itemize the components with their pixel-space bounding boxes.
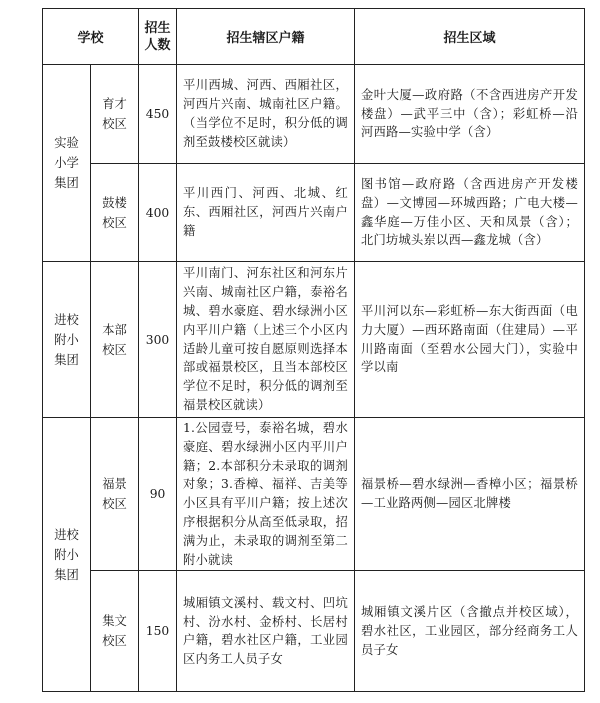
campus-cell: 育才校区 [91,65,139,164]
table-row [43,418,585,571]
area-cell: 金叶大厦—政府路（不含西进房产开发楼盘）—武平三中（含）；彩虹桥—沿河西路—实验中学（含） [355,65,585,164]
header-area: 招生区域 [355,9,585,65]
header-row [43,9,585,65]
campus-cell: 福景校区 [91,418,139,571]
header-count: 招生人数 [139,9,177,65]
header-school: 学校 [43,9,139,65]
household-cell: 城厢镇文溪村、载文村、凹坑村、汾水村、金桥村、长居村户籍，碧水社区户籍，工业园区内务工人员子女 [177,571,355,692]
household-cell: 平川西城、河西、西厢社区，河西片兴南、城南社区户籍。（当学位不足时，积分低的调剂至鼓楼校区就读） [177,65,355,164]
household-cell: 1.公园壹号，泰裕名城，碧水豪庭、碧水绿洲小区内平川户籍；2.本部积分未录取的调剂对象；3.香樟、福祥、吉美等小区具有平川户籍；按上述次序根据积分从高至低录取，招满为止，未录取的调剂至第二附小就读 [177,418,355,571]
area-cell: 图书馆—政府路（含西进房产开发楼盘）—文博园—环城西路；广电大楼—鑫华庭—万佳小区、天和凤景（含）；北门坊城头岽以西—鑫龙城（含） [355,164,585,262]
table-row [43,65,585,164]
household-cell: 平川南门、河东社区和河东片兴南、城南社区户籍，泰裕名城、碧水豪庭、碧水绿洲小区内平川户籍（上述三个小区内适龄儿童可按自愿原则选择本部或福景校区，且当本部校区学位不足时，积分低的调剂至福景校区就读） [177,262,355,418]
group-cell: 进校附小集团 [43,418,91,692]
count-cell: 90 [139,418,177,571]
campus-cell: 鼓楼校区 [91,164,139,262]
table-row [43,571,585,692]
count-cell: 450 [139,65,177,164]
count-cell: 300 [139,262,177,418]
area-cell: 城厢镇文溪片区（含撤点并校区域），碧水社区，工业园区，部分经商务工人员子女 [355,571,585,692]
household-cell: 平川西门、河西、北城、红东、西厢社区，河西片兴南户籍 [177,164,355,262]
header-household: 招生辖区户籍 [177,9,355,65]
area-cell: 平川河以东—彩虹桥—东大街西面（电力大厦）—西环路南面（住建局）—平川路南面（至碧水公园大门），实验中学以南 [355,262,585,418]
table-row [43,164,585,262]
enrollment-table [42,8,585,692]
campus-cell: 集文校区 [91,571,139,692]
group-cell: 实验小学集团 [43,65,91,262]
group-cell: 进校附小集团 [43,262,91,418]
count-cell: 150 [139,571,177,692]
count-cell: 400 [139,164,177,262]
table-row [43,262,585,418]
campus-cell: 本部校区 [91,262,139,418]
area-cell: 福景桥—碧水绿洲—香樟小区；福景桥—工业路两侧—园区北牌楼 [355,418,585,571]
